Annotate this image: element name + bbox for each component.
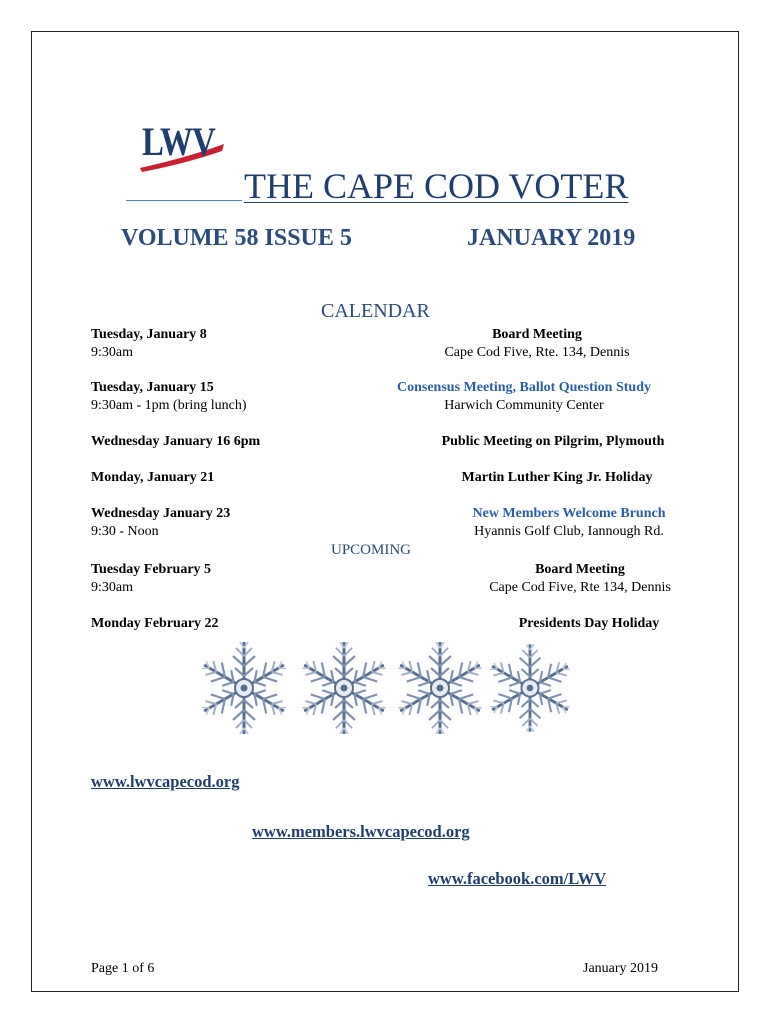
calendar-heading: CALENDAR <box>321 300 430 322</box>
newsletter-title: THE CAPE COD VOTER <box>244 166 629 206</box>
event-date: Tuesday, January 8 <box>91 327 207 342</box>
snowflakes-decoration <box>196 632 576 744</box>
event-title: Presidents Day Holiday <box>518 616 660 631</box>
event-title: Public Meeting on Pilgrim, Plymouth <box>441 434 665 449</box>
event-title: Martin Luther King Jr. Holiday <box>461 470 653 485</box>
page-number: Page 1 of 6 <box>91 961 155 976</box>
upcoming-heading: UPCOMING <box>331 542 412 558</box>
snowflake-icon <box>395 642 486 734</box>
logo-text: LWV <box>142 119 215 164</box>
volume-issue: VOLUME 58 ISSUE 5 <box>121 225 352 251</box>
snowflake-icon <box>299 642 390 734</box>
event-date: Monday February 22 <box>91 616 219 631</box>
event-title: New Members Welcome Brunch <box>472 506 666 521</box>
website-link[interactable]: www.lwvcapecod.org <box>91 772 240 791</box>
event-date: Tuesday, January 15 <box>91 380 214 395</box>
event-time: 9:30am <box>91 345 133 360</box>
event-title: Board Meeting <box>535 562 625 577</box>
event-time: 9:30am <box>91 580 133 595</box>
event-date: Tuesday February 5 <box>91 562 212 577</box>
facebook-link[interactable]: www.facebook.com/LWV <box>428 869 607 888</box>
title-rule <box>126 200 242 201</box>
event-location: Cape Cod Five, Rte. 134, Dennis <box>444 345 630 360</box>
event-date: Wednesday January 23 <box>91 506 231 521</box>
event-date: Monday, January 21 <box>91 470 215 485</box>
snowflake-icon <box>487 644 573 731</box>
event-title: Consensus Meeting, Ballot Question Study <box>397 380 651 395</box>
event-time: 9:30 - Noon <box>91 524 159 539</box>
event-location: Cape Cod Five, Rte 134, Dennis <box>489 580 671 595</box>
footer-date: January 2019 <box>583 961 659 976</box>
event-location: Harwich Community Center <box>444 398 604 413</box>
event-date: Wednesday January 16 6pm <box>91 434 261 449</box>
issue-date: JANUARY 2019 <box>467 225 636 251</box>
lwv-logo <box>122 116 232 186</box>
event-location: Hyannis Golf Club, Iannough Rd. <box>474 524 664 539</box>
snowflake-icon <box>199 642 290 734</box>
event-title: Board Meeting <box>492 327 582 342</box>
members-link[interactable]: www.members.lwvcapecod.org <box>252 822 470 841</box>
event-time: 9:30am - 1pm (bring lunch) <box>91 398 247 413</box>
